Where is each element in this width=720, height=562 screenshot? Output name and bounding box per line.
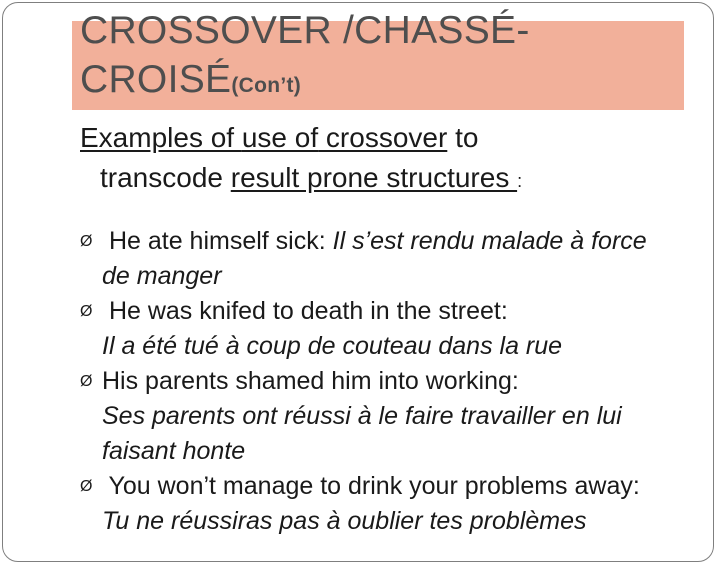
list-item: [80, 224, 680, 294]
english-sentence: His parents shamed him into working:: [102, 367, 519, 395]
subtitle-part2: crossover: [318, 122, 448, 153]
arrow-bullet-icon: Ø: [80, 478, 93, 495]
list-item: [80, 469, 680, 539]
subtitle-part1: use of: [241, 122, 319, 153]
subtitle-line2b: result prone structures: [230, 162, 518, 193]
example-list: [80, 224, 680, 539]
french-translation: Ses parents ont réussi à le faire travailler en lui faisant honte: [102, 402, 622, 465]
french-translation: Il a été tué à coup de couteau dans la rue: [102, 332, 563, 360]
slide-subtitle: [80, 118, 680, 201]
subtitle-lead: Examples of: [80, 122, 242, 153]
subtitle-part3: to: [447, 122, 479, 153]
subtitle-colon: :: [517, 171, 523, 191]
english-sentence: He ate himself sick:: [102, 227, 333, 255]
french-translation: Tu ne réussiras pas à oublier tes problèmes: [102, 507, 587, 535]
list-item: [80, 364, 680, 469]
english-sentence: He was knifed to death in the street:: [102, 297, 508, 325]
title-main: CROSSOVER /CHASSÉ-CROISÉ: [80, 9, 530, 101]
french-translation: Il s’est rendu malade à force de manger: [102, 227, 647, 290]
list-item: [80, 294, 680, 364]
arrow-bullet-icon: Ø: [80, 233, 93, 250]
subtitle-line2a: transcode: [100, 162, 231, 193]
title-suffix: (Con’t): [231, 74, 302, 97]
arrow-bullet-icon: Ø: [80, 373, 93, 390]
english-sentence: You won’t manage to drink your problems away:: [102, 472, 640, 500]
subtitle-line2-indent: [80, 162, 100, 193]
slide-title: [80, 6, 710, 110]
arrow-bullet-icon: Ø: [80, 303, 93, 320]
